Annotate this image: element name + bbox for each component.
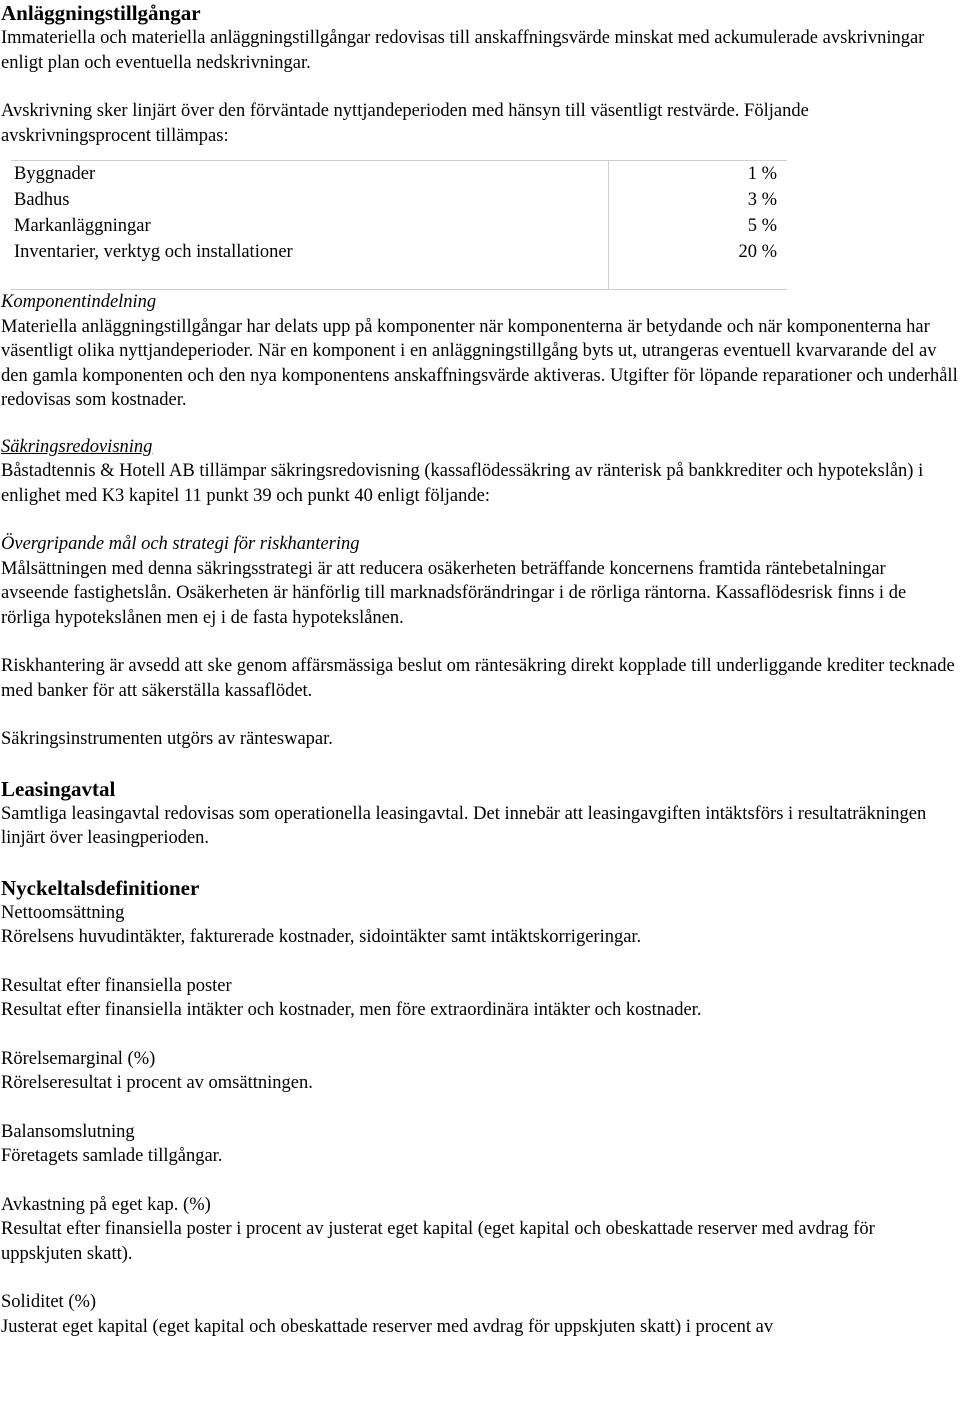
- rate-label: Inventarier, verktyg och installationer: [11, 239, 609, 265]
- rate-label: Markanläggningar: [11, 213, 609, 239]
- table-row-empty: [11, 265, 787, 290]
- rate-label: Badhus: [11, 187, 609, 213]
- definition-text: Resultat efter finansiella intäkter och kostnader, men före extraordinära intäkter och kostnader.: [1, 1000, 702, 1020]
- table-row: [11, 161, 787, 188]
- paragraph: Båstadtennis & Hotell AB tillämpar säkringsredovisning (kassaflödessäkring av ränterisk på bankkrediter och hypotekslån) i enlighet med K3 kapitel 11 punkt 39 och punkt 40 enligt följande:: [1, 461, 924, 506]
- paragraph: Avskrivning sker linjärt över den förväntade nyttjandeperioden med hänsyn till väsentligt restvärde. Följande avskrivningsprocent tillämpas:: [1, 101, 809, 146]
- section-heading-nyckeltalsdefinitioner: Nyckeltalsdefinitioner: [1, 875, 200, 900]
- paragraph: Samtliga leasingavtal redovisas som operationella leasingavtal. Det innebär att leasingavgiften intäktsförs i resultaträkningen linjärt över leasingperioden.: [1, 803, 927, 848]
- definition-term: Avkastning på eget kap. (%): [1, 1194, 211, 1215]
- paragraph: Materiella anläggningstillgångar har delats upp på komponenter när komponenterna är betydande och när komponenterna har väsentligt olika nyttjandeperioder. När en komponent i en anläggningstillgång byts ut, utrangeras eventuell kvarvarande del av den gamla komponenten och den nya komponentens anskaffningsvärde aktiveras. Utgifter för löpande reparationer och underhåll redovisas som kostnader.: [1, 316, 958, 410]
- subheading-komponentindelning: Komponentindelning: [1, 292, 157, 312]
- paragraph: Immateriella och materiella anläggningstillgångar redovisas till anskaffningsvärde minskat med ackumulerade avskrivningar enligt plan och eventuella nedskrivningar.: [1, 28, 925, 73]
- rate-value: 3 %: [609, 187, 788, 213]
- rate-value: 5 %: [609, 213, 788, 239]
- definition-text: Resultat efter finansiella poster i procent av justerat eget kapital (eget kapital och obeskattade reserver med avdrag för uppskjuten skatt).: [1, 1219, 875, 1264]
- definition-text: Rörelsens huvudintäkter, fakturerade kostnader, sidointäkter samt intäktskorrigeringar.: [1, 927, 642, 947]
- rate-value: 20 %: [609, 239, 788, 265]
- rate-label: Byggnader: [11, 161, 609, 188]
- depreciation-rates-table: [11, 160, 787, 290]
- paragraph: Riskhantering är avsedd att ske genom affärsmässiga beslut om räntesäkring direkt kopplade till underliggande krediter tecknade med banker för att säkerställa kassaflödet.: [1, 656, 955, 701]
- definition-term: Soliditet (%): [1, 1292, 97, 1312]
- paragraph: Målsättningen med denna säkringsstrategi är att reducera osäkerheten beträffande koncernens framtida räntebetalningar avseende fastighetslån. Osäkerheten är hänförlig till marknadsförändringar i de rörliga räntorna. Kassaflödesrisk finns i de rörliga hypotekslånen men ej i de fasta hypotekslånen.: [1, 558, 907, 628]
- definition-term: Rörelsemarginal (%): [1, 1048, 156, 1069]
- section-heading-leasingavtal: Leasingavtal: [1, 776, 116, 801]
- rate-value: 1 %: [609, 161, 788, 188]
- definition-text: Justerat eget kapital (eget kapital och obeskattade reserver med avdrag för uppskjuten skatt) i procent av: [1, 1316, 774, 1337]
- table-row: [11, 213, 787, 239]
- table-row: [11, 239, 787, 265]
- table-row: [11, 187, 787, 213]
- subheading-strategi: Övergripande mål och strategi för riskhantering: [1, 534, 360, 554]
- definition-term: Resultat efter finansiella poster: [1, 975, 232, 996]
- definition-text: Rörelseresultat i procent av omsättningen.: [1, 1073, 313, 1093]
- subheading-sakringsredovisning: Säkringsredovisning: [1, 436, 153, 457]
- definition-text: Företagets samlade tillgångar.: [1, 1146, 223, 1166]
- definition-term: Nettoomsättning: [1, 902, 125, 923]
- definition-term: Balansomslutning: [1, 1121, 135, 1142]
- paragraph: Säkringsinstrumenten utgörs av ränteswapar.: [1, 729, 333, 749]
- section-heading-anlaggningstillgangar: Anläggningstillgångar: [1, 1, 201, 25]
